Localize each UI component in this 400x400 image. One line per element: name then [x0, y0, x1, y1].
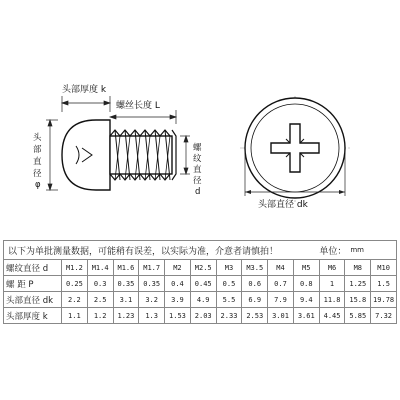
table-cell: 3.01: [268, 308, 294, 324]
table-cell: 2.5: [87, 292, 113, 308]
head-dk-label: 头部直径 dk: [258, 200, 308, 210]
table-cell: M1.4: [87, 260, 113, 276]
table-cell: 5.5: [216, 292, 242, 308]
svg-text:径: 径: [193, 176, 202, 186]
svg-text:头: 头: [33, 133, 42, 143]
table-cell: M2: [165, 260, 191, 276]
head-diameter-label: [33, 132, 42, 190]
svg-text:螺: 螺: [193, 143, 202, 153]
table-cell: 3.61: [293, 308, 319, 324]
table-cell: 0.8: [293, 276, 319, 292]
svg-text:径: 径: [33, 169, 42, 179]
table-cell: 2.33: [216, 308, 242, 324]
svg-text:φ: φ: [35, 180, 41, 190]
table-cell: M5: [293, 260, 319, 276]
table-cell: M1.2: [62, 260, 88, 276]
table-cell: M3: [216, 260, 242, 276]
table-cell: 1.25: [345, 276, 371, 292]
table-row: [4, 308, 397, 324]
svg-text:纹: 纹: [193, 154, 202, 164]
table-cell: 15.8: [345, 292, 371, 308]
row-header: 头部直径 dk: [4, 292, 62, 308]
thread-diameter-label: [193, 142, 202, 197]
table-cell: 7.32: [371, 308, 397, 324]
table-cell: 0.6: [242, 276, 268, 292]
table-row: [4, 292, 397, 308]
table-cell: 3.1: [113, 292, 139, 308]
table-cell: 4.9: [190, 292, 216, 308]
spec-note-row: [3, 240, 397, 259]
table-cell: 0.3: [87, 276, 113, 292]
table-cell: 0.5: [216, 276, 242, 292]
table-cell: 4.45: [319, 308, 345, 324]
table-cell: M2.5: [190, 260, 216, 276]
table-cell: 9.4: [293, 292, 319, 308]
table-cell: 3.9: [165, 292, 191, 308]
table-cell: 0.7: [268, 276, 294, 292]
table-cell: 1.3: [139, 308, 165, 324]
table-row: [4, 260, 397, 276]
table-cell: 1.53: [165, 308, 191, 324]
table-cell: M6: [319, 260, 345, 276]
head-thickness-label: 头部厚度 k: [62, 85, 107, 95]
table-cell: 5.85: [345, 308, 371, 324]
table-cell: 0.35: [139, 276, 165, 292]
table-cell: 3.2: [139, 292, 165, 308]
table-cell: M10: [371, 260, 397, 276]
table-cell: 2.03: [190, 308, 216, 324]
table-cell: M1.7: [139, 260, 165, 276]
table-cell: 1.2: [87, 308, 113, 324]
table-cell: 0.25: [62, 276, 88, 292]
row-header: 螺纹直径 d: [4, 260, 62, 276]
svg-text:直: 直: [193, 165, 202, 175]
spec-note: 以下为单批测量数据，可能稍有误差，以实际为准，介意者请慎拍！: [8, 246, 279, 257]
table-cell: 0.45: [190, 276, 216, 292]
svg-text:部: 部: [33, 145, 42, 155]
table-cell: 1: [319, 276, 345, 292]
table-cell: M4: [268, 260, 294, 276]
row-header: 螺 距 P: [4, 276, 62, 292]
table-cell: 2.53: [242, 308, 268, 324]
svg-text:d: d: [195, 187, 201, 197]
screw-top-view: [240, 96, 350, 202]
table-cell: 1.5: [371, 276, 397, 292]
table-cell: 1.1: [62, 308, 88, 324]
screw-side-view: [62, 120, 176, 190]
spec-table-section: [3, 240, 397, 324]
svg-text:直: 直: [33, 157, 42, 167]
table-cell: 19.78: [371, 292, 397, 308]
unit-indicator: [319, 244, 392, 257]
table-cell: 11.8: [319, 292, 345, 308]
table-cell: M3.5: [242, 260, 268, 276]
thread-length-label: 螺丝长度 L: [116, 101, 160, 111]
table-cell: 0.35: [113, 276, 139, 292]
unit-label: 单位：: [319, 246, 347, 257]
table-row: [4, 276, 397, 292]
table-cell: M8: [345, 260, 371, 276]
table-cell: 6.9: [242, 292, 268, 308]
table-cell: 1.23: [113, 308, 139, 324]
table-cell: M1.6: [113, 260, 139, 276]
table-cell: 7.9: [268, 292, 294, 308]
table-cell: 0.4: [165, 276, 191, 292]
table-cell: 2.2: [62, 292, 88, 308]
spec-table: [3, 259, 397, 324]
unit-value: mm: [350, 246, 364, 254]
row-header: 头部厚度 k: [4, 308, 62, 324]
